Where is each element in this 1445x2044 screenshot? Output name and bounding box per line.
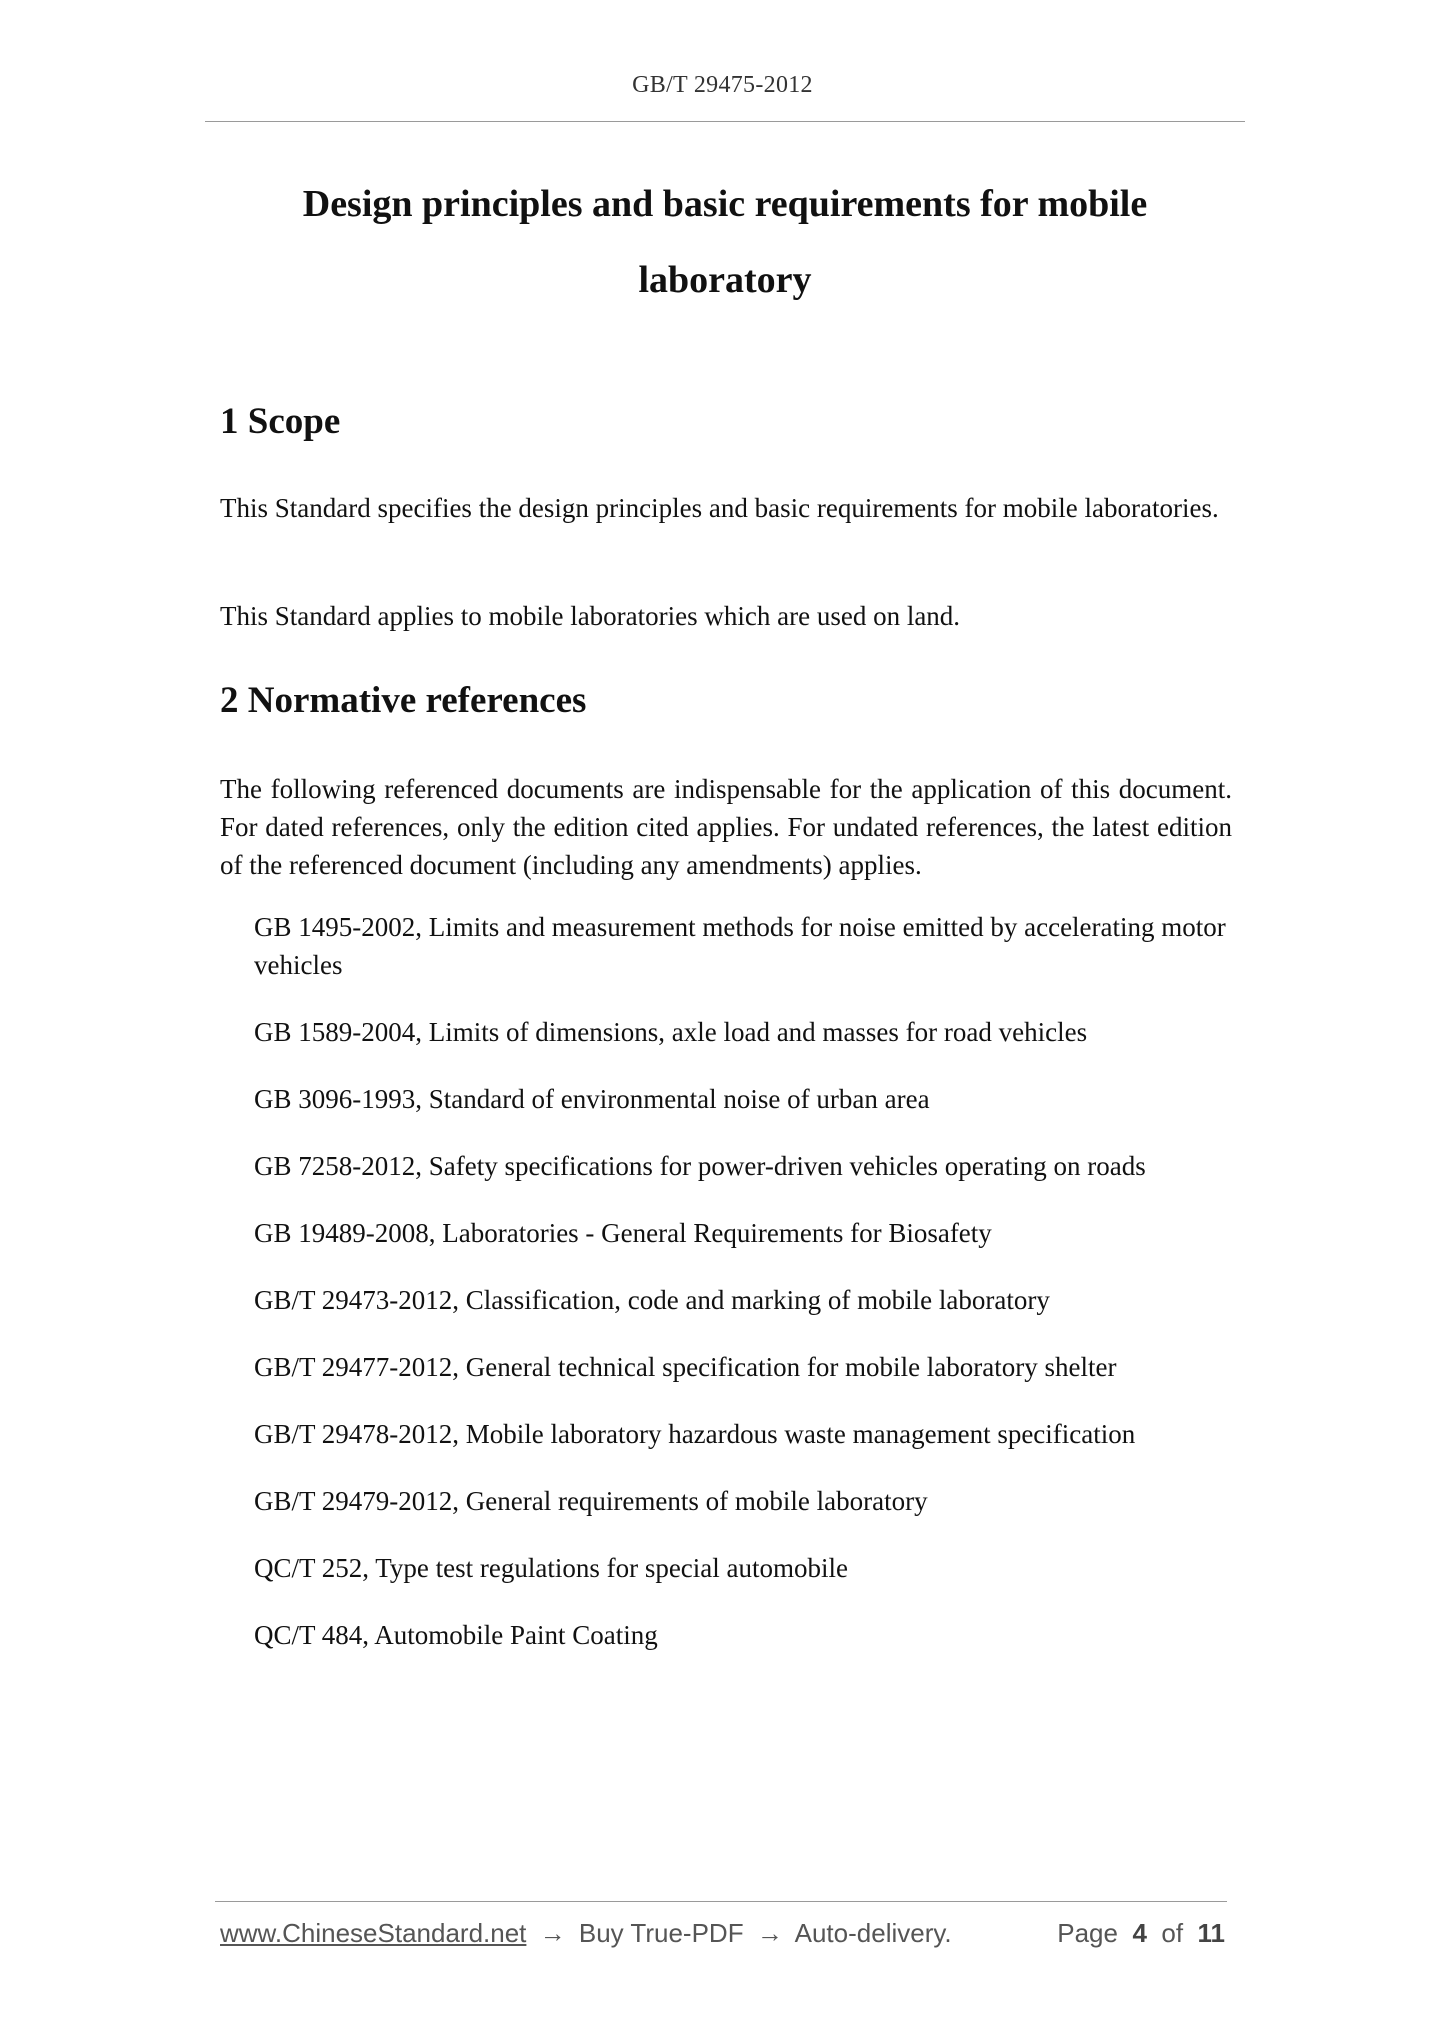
right-arrow-icon: →: [756, 1918, 783, 1948]
page-footer: [220, 1918, 1225, 1958]
scope-paragraph-1: This Standard specifies the design principles and basic requirements for mobile laboratories.: [220, 493, 1219, 523]
document-title-line-1: Design principles and basic requirements for mobile: [302, 183, 1148, 225]
reference-item: GB 1589-2004, Limits of dimensions, axle load and masses for road vehicles: [254, 1017, 1088, 1047]
reference-item: GB/T 29478-2012, Mobile laboratory hazardous waste management specification: [254, 1419, 1136, 1449]
page-of-label: of: [1161, 1918, 1184, 1948]
page-label: Page: [1057, 1918, 1118, 1948]
auto-delivery-text: Auto-delivery.: [794, 1918, 952, 1948]
reference-item: GB/T 29479-2012, General requirements of mobile laboratory: [254, 1486, 928, 1516]
document-title: [270, 166, 1180, 318]
section-heading-scope: 1 Scope: [220, 401, 341, 442]
reference-list: [254, 908, 1234, 1683]
reference-item: GB/T 29473-2012, Classification, code and marking of mobile laboratory: [254, 1285, 1050, 1315]
reference-item: GB 1495-2002, Limits and measurement methods for noise emitted by accelerating motor vehicles: [254, 912, 1226, 980]
footer-divider: [215, 1901, 1227, 1902]
document-title-line-2: laboratory: [638, 259, 812, 301]
running-header: GB/T 29475-2012: [632, 72, 813, 98]
reference-item: GB 19489-2008, Laboratories - General Requirements for Biosafety: [254, 1218, 992, 1248]
reference-item: GB/T 29477-2012, General technical specification for mobile laboratory shelter: [254, 1352, 1117, 1382]
total-page-count: 11: [1197, 1918, 1225, 1948]
reference-item: GB 3096-1993, Standard of environmental noise of urban area: [254, 1084, 930, 1114]
header-divider: [205, 121, 1245, 122]
reference-item: QC/T 484, Automobile Paint Coating: [254, 1620, 658, 1650]
right-arrow-icon: →: [539, 1918, 566, 1948]
section-heading-normative-references: 2 Normative references: [220, 680, 587, 721]
scope-paragraph-2: This Standard applies to mobile laboratories which are used on land.: [220, 601, 961, 631]
normative-references-intro: The following referenced documents are indispensable for the application of this document. For dated references, only the edition cited applies. For undated references, the latest edition of the referenced document (including any amendments) applies.: [220, 774, 1232, 880]
buy-true-pdf-text: Buy True-PDF: [578, 1918, 744, 1948]
reference-item: GB 7258-2012, Safety specifications for power-driven vehicles operating on roads: [254, 1151, 1146, 1181]
page-indicator: [1057, 1918, 1225, 1949]
current-page-number: 4: [1132, 1918, 1147, 1948]
reference-item: QC/T 252, Type test regulations for special automobile: [254, 1553, 848, 1583]
website-link[interactable]: www.ChineseStandard.net: [220, 1918, 527, 1948]
footer-promo: [220, 1918, 952, 1949]
